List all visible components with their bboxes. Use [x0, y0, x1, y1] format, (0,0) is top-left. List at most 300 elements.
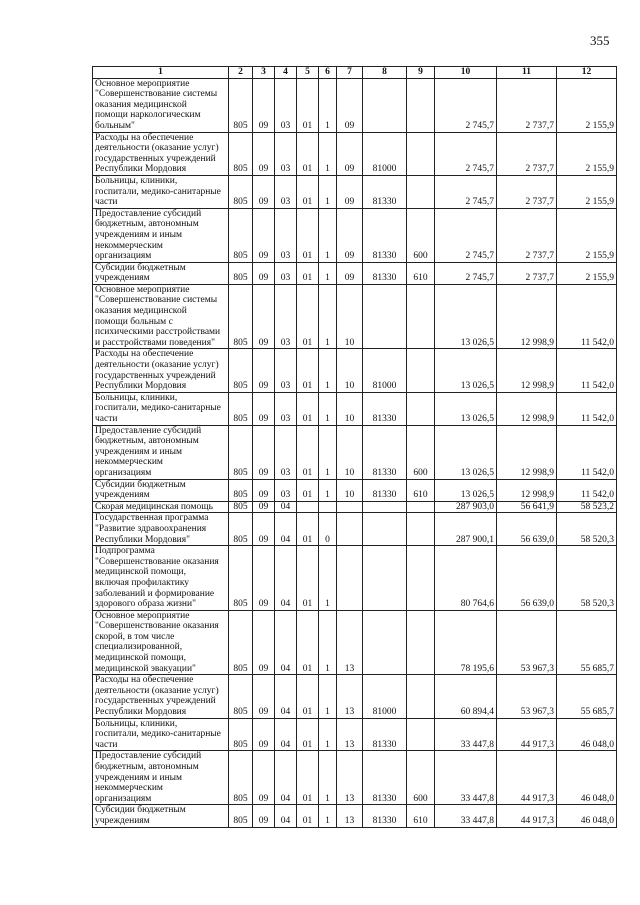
cell-col-6: 1 [319, 78, 337, 132]
cell-col-11: 2 737,7 [497, 175, 557, 208]
cell-col-2: 805 [229, 751, 253, 805]
cell-col-7: 10 [337, 425, 363, 479]
row-name-line: государственных учреждений [95, 696, 216, 707]
row-name-line: и расстройствами поведения" [95, 337, 215, 348]
row-name-line: деятельности (оказание услуг) [95, 360, 219, 371]
cell-col-10: 60 894,4 [435, 675, 497, 718]
cell-col-7: 09 [337, 208, 363, 262]
row-name-line: больным" [95, 120, 135, 131]
cell-col-10: 2 745,7 [435, 208, 497, 262]
cell-col-6: 1 [319, 675, 337, 718]
row-name-cell [93, 208, 229, 262]
table-row [93, 284, 617, 349]
table-row [93, 751, 617, 805]
cell-col-3: 09 [253, 284, 275, 349]
row-name-line: организациям [95, 251, 152, 262]
cell-col-5: 01 [297, 718, 319, 751]
table-body [93, 78, 617, 827]
cell-col-4: 03 [275, 284, 297, 349]
cell-col-8: 81330 [363, 175, 407, 208]
cell-col-6 [319, 501, 337, 513]
cell-col-2: 805 [229, 501, 253, 513]
cell-col-9 [407, 349, 435, 392]
cell-col-10: 80 764,6 [435, 546, 497, 611]
cell-col-5: 01 [297, 175, 319, 208]
cell-col-5: 01 [297, 675, 319, 718]
row-name-line: Больницы, клиники, [95, 392, 178, 403]
cell-col-10: 287 900,1 [435, 513, 497, 546]
row-name-line: учреждениям и иным [95, 772, 183, 783]
row-name-line: Основное мероприятие [95, 78, 190, 89]
cell-col-3: 09 [253, 392, 275, 425]
header-col-7: 7 [337, 67, 363, 79]
cell-col-7: 10 [337, 479, 363, 501]
row-name-line: помощи наркологическим [95, 110, 201, 121]
cell-col-5: 01 [297, 513, 319, 546]
cell-col-3: 09 [253, 349, 275, 392]
cell-col-4: 03 [275, 132, 297, 175]
table-row [93, 610, 617, 675]
cell-col-9 [407, 175, 435, 208]
row-name-line: учреждениям [95, 815, 150, 826]
cell-col-3: 09 [253, 78, 275, 132]
cell-col-6: 1 [319, 479, 337, 501]
row-name-cell [93, 392, 229, 425]
header-col-12: 12 [557, 67, 617, 79]
row-name-line: учреждениям [95, 273, 150, 284]
row-name-line: "Совершенствование системы [95, 295, 218, 306]
cell-col-11: 2 737,7 [497, 78, 557, 132]
row-name-cell [93, 546, 229, 611]
row-name-cell [93, 479, 229, 501]
row-name-line: Скорая медицинская помощь [95, 501, 213, 512]
cell-col-11: 56 641,9 [497, 501, 557, 513]
cell-col-2: 805 [229, 284, 253, 349]
table-header [93, 67, 617, 79]
header-row [93, 67, 617, 79]
cell-col-11: 56 639,0 [497, 513, 557, 546]
row-name-line: деятельности (оказание услуг) [95, 685, 219, 696]
row-name-line: Расходы на обеспечение [95, 675, 194, 686]
cell-col-3: 09 [253, 132, 275, 175]
cell-col-3: 09 [253, 262, 275, 284]
cell-col-3: 09 [253, 751, 275, 805]
row-name-line: государственных учреждений [95, 370, 216, 381]
cell-col-2: 805 [229, 78, 253, 132]
cell-col-2: 805 [229, 610, 253, 675]
cell-col-11: 44 917,3 [497, 718, 557, 751]
table-row [93, 513, 617, 546]
cell-col-11: 2 737,7 [497, 208, 557, 262]
cell-col-7: 13 [337, 718, 363, 751]
row-name-line: Субсидии бюджетным [95, 479, 186, 490]
row-name-line: госпитали, медико-санитарные [95, 403, 221, 414]
row-name-cell [93, 501, 229, 513]
cell-col-5: 01 [297, 751, 319, 805]
row-name-line: медицинской помощи, [95, 567, 187, 578]
cell-col-9 [407, 675, 435, 718]
cell-col-12: 46 048,0 [557, 751, 617, 805]
row-name-line: Республики Мордовия [95, 164, 187, 175]
cell-col-9 [407, 610, 435, 675]
cell-col-12: 11 542,0 [557, 479, 617, 501]
cell-col-2: 805 [229, 132, 253, 175]
row-name-line: "Совершенствование оказания [95, 556, 219, 567]
row-name-line: Субсидии бюджетным [95, 805, 186, 816]
header-col-9: 9 [407, 67, 435, 79]
cell-col-10: 13 026,5 [435, 425, 497, 479]
cell-col-9 [407, 392, 435, 425]
cell-col-8: 81330 [363, 425, 407, 479]
cell-col-8: 81330 [363, 718, 407, 751]
header-col-2: 2 [229, 67, 253, 79]
cell-col-10: 2 745,7 [435, 262, 497, 284]
cell-col-7: 09 [337, 262, 363, 284]
cell-col-2: 805 [229, 425, 253, 479]
table-row [93, 479, 617, 501]
row-name-line: Больницы, клиники, [95, 175, 178, 186]
cell-col-8 [363, 610, 407, 675]
cell-col-11: 12 998,9 [497, 479, 557, 501]
row-name-cell [93, 675, 229, 718]
cell-col-7: 10 [337, 349, 363, 392]
page-number: 355 [590, 33, 610, 48]
cell-col-8 [363, 546, 407, 611]
row-name-line: госпитали, медико-санитарные [95, 186, 221, 197]
cell-col-5 [297, 501, 319, 513]
cell-col-7: 13 [337, 610, 363, 675]
cell-col-8: 81330 [363, 392, 407, 425]
cell-col-7: 09 [337, 175, 363, 208]
cell-col-3: 09 [253, 208, 275, 262]
row-name-line: помощи больным с [95, 316, 173, 327]
cell-col-2: 805 [229, 718, 253, 751]
cell-col-4: 03 [275, 479, 297, 501]
row-name-line: специализированной, [95, 642, 183, 653]
row-name-line: некоммерческим [95, 240, 163, 251]
row-name-line: части [95, 414, 118, 424]
table-row [93, 546, 617, 611]
row-name-line: оказания медицинской [95, 99, 187, 110]
cell-col-10: 2 745,7 [435, 132, 497, 175]
cell-col-12: 2 155,9 [557, 208, 617, 262]
row-name-line: Республики Мордовия [95, 707, 187, 718]
cell-col-8: 81000 [363, 675, 407, 718]
table-row [93, 392, 617, 425]
cell-col-2: 805 [229, 175, 253, 208]
header-col-1: 1 [93, 67, 229, 79]
cell-col-12: 46 048,0 [557, 718, 617, 751]
cell-col-12: 58 523,2 [557, 501, 617, 513]
cell-col-5: 01 [297, 284, 319, 349]
row-name-line: медицинской эвакуации" [95, 663, 196, 674]
cell-col-9 [407, 78, 435, 132]
cell-col-12: 11 542,0 [557, 284, 617, 349]
cell-col-6: 1 [319, 284, 337, 349]
cell-col-11: 12 998,9 [497, 349, 557, 392]
row-name-cell [93, 610, 229, 675]
cell-col-11: 12 998,9 [497, 392, 557, 425]
row-name-line: госпитали, медико-санитарные [95, 729, 221, 740]
cell-col-7: 13 [337, 805, 363, 827]
row-name-line: медицинской помощи, [95, 653, 187, 664]
cell-col-8: 81000 [363, 349, 407, 392]
cell-col-8 [363, 513, 407, 546]
cell-col-6: 1 [319, 132, 337, 175]
cell-col-3: 09 [253, 425, 275, 479]
row-name-line: Основное мероприятие [95, 284, 190, 295]
header-col-5: 5 [297, 67, 319, 79]
cell-col-5: 01 [297, 78, 319, 132]
budget-table-sheet [92, 66, 616, 828]
cell-col-11: 12 998,9 [497, 284, 557, 349]
row-name-line: заболеваний и формирование [95, 588, 215, 599]
cell-col-2: 805 [229, 546, 253, 611]
cell-col-9 [407, 546, 435, 611]
cell-col-11: 56 639,0 [497, 546, 557, 611]
cell-col-2: 805 [229, 479, 253, 501]
cell-col-5: 01 [297, 610, 319, 675]
cell-col-9 [407, 284, 435, 349]
row-name-line: Республики Мордовия [95, 381, 187, 392]
cell-col-4: 03 [275, 175, 297, 208]
budget-table [92, 66, 617, 828]
cell-col-4: 04 [275, 751, 297, 805]
cell-col-6: 1 [319, 610, 337, 675]
cell-col-8: 81330 [363, 262, 407, 284]
row-name-line: "Совершенствование системы [95, 89, 218, 100]
row-name-line: бюджетным, автономным [95, 436, 199, 447]
row-name-line: Больницы, клиники, [95, 718, 178, 729]
cell-col-9 [407, 132, 435, 175]
row-name-cell [93, 132, 229, 175]
cell-col-9: 600 [407, 425, 435, 479]
row-name-cell [93, 718, 229, 751]
cell-col-10: 33 447,8 [435, 718, 497, 751]
row-name-cell [93, 349, 229, 392]
header-col-10: 10 [435, 67, 497, 79]
cell-col-2: 805 [229, 513, 253, 546]
cell-col-11: 12 998,9 [497, 425, 557, 479]
cell-col-2: 805 [229, 805, 253, 827]
row-name-cell [93, 175, 229, 208]
cell-col-9: 600 [407, 751, 435, 805]
cell-col-6: 1 [319, 262, 337, 284]
header-col-8: 8 [363, 67, 407, 79]
cell-col-10: 13 026,5 [435, 479, 497, 501]
cell-col-9 [407, 718, 435, 751]
cell-col-7: 09 [337, 78, 363, 132]
cell-col-2: 805 [229, 262, 253, 284]
row-name-line: психическими расстройствами [95, 327, 221, 338]
header-col-3: 3 [253, 67, 275, 79]
cell-col-6: 1 [319, 718, 337, 751]
cell-col-5: 01 [297, 546, 319, 611]
cell-col-7: 13 [337, 751, 363, 805]
header-col-4: 4 [275, 67, 297, 79]
row-name-cell [93, 513, 229, 546]
cell-col-4: 04 [275, 675, 297, 718]
row-name-line: бюджетным, автономным [95, 219, 199, 230]
row-name-line: некоммерческим [95, 457, 163, 468]
cell-col-7: 10 [337, 284, 363, 349]
row-name-line: деятельности (оказание услуг) [95, 143, 219, 154]
cell-col-3: 09 [253, 546, 275, 611]
cell-col-10: 13 026,5 [435, 284, 497, 349]
cell-col-4: 04 [275, 546, 297, 611]
cell-col-4: 04 [275, 805, 297, 827]
cell-col-3: 09 [253, 501, 275, 513]
cell-col-6: 1 [319, 392, 337, 425]
row-name-line: некоммерческим [95, 783, 163, 794]
row-name-line: организациям [95, 793, 152, 804]
cell-col-4: 04 [275, 718, 297, 751]
row-name-line: учреждениям и иным [95, 229, 183, 240]
row-name-line: бюджетным, автономным [95, 762, 199, 772]
cell-col-6: 1 [319, 425, 337, 479]
cell-col-4: 03 [275, 349, 297, 392]
table-row [93, 78, 617, 132]
row-name-line: организациям [95, 467, 152, 478]
cell-col-11: 53 967,3 [497, 675, 557, 718]
cell-col-6: 1 [319, 349, 337, 392]
cell-col-6: 1 [319, 805, 337, 827]
cell-col-8: 81330 [363, 208, 407, 262]
cell-col-12: 55 685,7 [557, 610, 617, 675]
row-name-line: Предоставление субсидий [95, 208, 202, 219]
table-row [93, 718, 617, 751]
cell-col-8: 81330 [363, 805, 407, 827]
table-row [93, 805, 617, 827]
cell-col-4: 03 [275, 392, 297, 425]
cell-col-8 [363, 284, 407, 349]
cell-col-12: 2 155,9 [557, 262, 617, 284]
cell-col-4: 03 [275, 78, 297, 132]
cell-col-2: 805 [229, 208, 253, 262]
cell-col-12: 58 520,3 [557, 546, 617, 611]
cell-col-8 [363, 501, 407, 513]
cell-col-6: 1 [319, 546, 337, 611]
row-name-cell [93, 284, 229, 349]
row-name-line: учреждениям и иным [95, 446, 183, 457]
cell-col-10: 2 745,7 [435, 175, 497, 208]
cell-col-3: 09 [253, 610, 275, 675]
cell-col-6: 1 [319, 751, 337, 805]
cell-col-5: 01 [297, 208, 319, 262]
row-name-line: Субсидии бюджетным [95, 262, 186, 273]
cell-col-6: 1 [319, 208, 337, 262]
cell-col-8: 81330 [363, 751, 407, 805]
table-row [93, 501, 617, 513]
header-col-11: 11 [497, 67, 557, 79]
cell-col-9: 600 [407, 208, 435, 262]
cell-col-5: 01 [297, 349, 319, 392]
row-name-line: здорового образа жизни" [95, 599, 196, 610]
cell-col-9: 610 [407, 479, 435, 501]
row-name-line: оказания медицинской [95, 306, 187, 317]
cell-col-9 [407, 501, 435, 513]
row-name-line: части [95, 739, 118, 750]
table-row [93, 175, 617, 208]
cell-col-3: 09 [253, 805, 275, 827]
cell-col-11: 44 917,3 [497, 751, 557, 805]
cell-col-4: 03 [275, 262, 297, 284]
cell-col-12: 2 155,9 [557, 78, 617, 132]
cell-col-4: 03 [275, 425, 297, 479]
cell-col-7 [337, 513, 363, 546]
cell-col-12: 2 155,9 [557, 132, 617, 175]
cell-col-12: 46 048,0 [557, 805, 617, 827]
cell-col-10: 13 026,5 [435, 349, 497, 392]
table-row [93, 349, 617, 392]
row-name-line: учреждениям [95, 490, 150, 501]
row-name-cell [93, 262, 229, 284]
row-name-line: Расходы на обеспечение [95, 349, 194, 360]
cell-col-10: 33 447,8 [435, 751, 497, 805]
row-name-line: Основное мероприятие [95, 610, 190, 621]
cell-col-7 [337, 546, 363, 611]
cell-col-6: 1 [319, 175, 337, 208]
cell-col-8: 81330 [363, 479, 407, 501]
cell-col-12: 11 542,0 [557, 425, 617, 479]
row-name-line: части [95, 197, 118, 208]
cell-col-12: 2 155,9 [557, 175, 617, 208]
table-row [93, 675, 617, 718]
row-name-line: "Развитие здравоохранения [95, 523, 207, 534]
row-name-line: Республики Мордовия" [95, 534, 191, 545]
cell-col-4: 04 [275, 501, 297, 513]
cell-col-3: 09 [253, 175, 275, 208]
cell-col-4: 04 [275, 513, 297, 546]
row-name-line: Предоставление субсидий [95, 425, 202, 436]
cell-col-3: 09 [253, 513, 275, 546]
cell-col-8 [363, 78, 407, 132]
cell-col-2: 805 [229, 392, 253, 425]
row-name-line: Предоставление субсидий [95, 751, 202, 762]
cell-col-5: 01 [297, 805, 319, 827]
row-name-line: государственных учреждений [95, 153, 216, 164]
row-name-line: включая профилактику [95, 577, 190, 588]
row-name-cell [93, 751, 229, 805]
cell-col-5: 01 [297, 425, 319, 479]
cell-col-9: 610 [407, 805, 435, 827]
row-name-line: Подпрограмма [95, 546, 155, 557]
cell-col-2: 805 [229, 349, 253, 392]
cell-col-7 [337, 501, 363, 513]
row-name-line: Государственная программа [95, 513, 209, 524]
row-name-line: "Совершенствование оказания [95, 621, 219, 632]
table-row [93, 208, 617, 262]
cell-col-10: 33 447,8 [435, 805, 497, 827]
cell-col-5: 01 [297, 392, 319, 425]
cell-col-7: 13 [337, 675, 363, 718]
table-row [93, 425, 617, 479]
row-name-cell [93, 78, 229, 132]
cell-col-11: 53 967,3 [497, 610, 557, 675]
cell-col-8: 81000 [363, 132, 407, 175]
cell-col-11: 44 917,3 [497, 805, 557, 827]
table-row [93, 132, 617, 175]
row-name-cell [93, 425, 229, 479]
cell-col-7: 10 [337, 392, 363, 425]
cell-col-9: 610 [407, 262, 435, 284]
cell-col-12: 11 542,0 [557, 392, 617, 425]
cell-col-7: 09 [337, 132, 363, 175]
cell-col-12: 11 542,0 [557, 349, 617, 392]
cell-col-10: 287 903,0 [435, 501, 497, 513]
cell-col-12: 58 520,3 [557, 513, 617, 546]
cell-col-9 [407, 513, 435, 546]
